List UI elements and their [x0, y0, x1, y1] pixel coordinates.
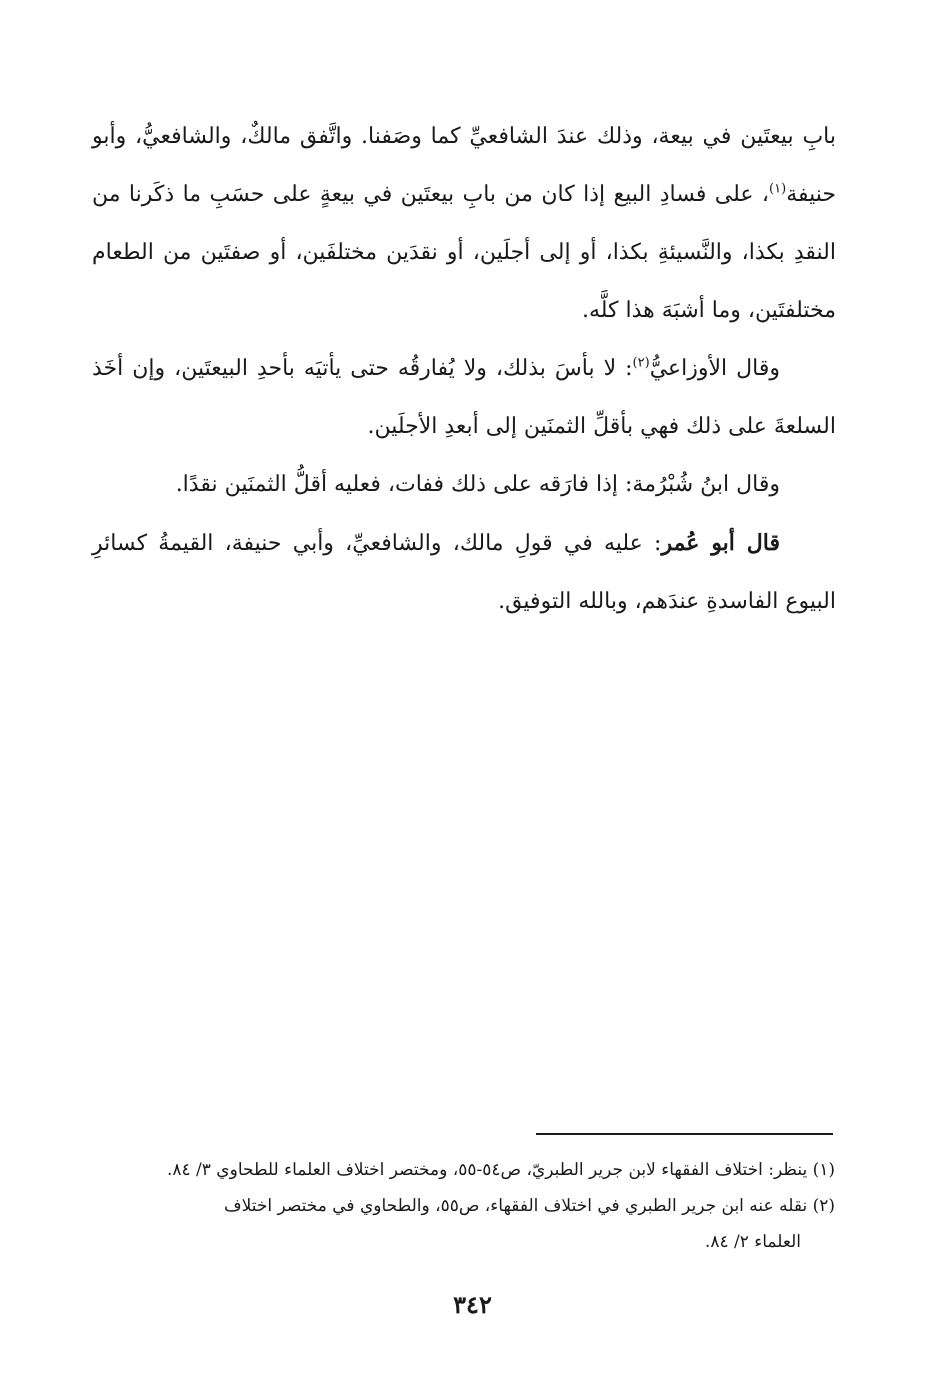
paragraph-1 — [92, 108, 836, 340]
footnotes — [95, 1152, 835, 1260]
paragraph-2 — [92, 340, 836, 456]
paragraph-2-start: وقال الأوزاعيُّ — [649, 356, 780, 381]
footnote-divider — [536, 1133, 833, 1135]
footnote-ref-2[interactable]: (٢) — [632, 355, 650, 371]
footnote-1: (١) ينظر: اختلاف الفقهاء لابن جرير الطبريّ، ص٥٤-٥٥، ومختصر اختلاف العلماء للطحاوي ٣/ ٨٤. — [166, 1160, 835, 1180]
footnote-2-continuation: العلماء ٢/ ٨٤. — [704, 1232, 801, 1252]
paragraph-1-text: بابِ بيعتَين في بيعة، وذلك عندَ الشافعيِّ كما وصَفنا. واتَّفق مالكٌ، والشافعيُّ، وأبو حنيفة — [92, 124, 836, 207]
footnote-2: (٢) نقله عنه ابن جرير الطبري في اختلاف الفقهاء، ص٥٥، والطحاوي في مختصر اختلاف — [223, 1196, 835, 1216]
page-number: ٣٤٢ — [453, 1290, 492, 1319]
paragraph-1-continuation: ، على فسادِ البيع إذا كان من بابِ بيعتَين في بيعةٍ على حسَبِ ما ذكَرنا من النقدِ بكذا، والنَّسيئةِ بكذا، أو إلى أجلَين، أو نقدَين مختلفَين، أو صفتَين من الطعام مختلفتَين، وما أشبَهَ هذا كلَّه. — [92, 182, 836, 323]
author-label: قال أبو عُمر — [661, 530, 781, 556]
paragraph-4-continuation: : عليه في قولِ مالك، والشافعيِّ، وأبي حنيفة، القيمةُ كسائرِ البيوع الفاسدةِ عندَهم، وبالله التوفيق. — [92, 531, 836, 614]
paragraph-3: وقال ابنُ شُبْرُمة: إذا فارَقه على ذلك ففات، فعليه أقلُّ الثمنَين نقدًا. — [175, 472, 780, 497]
paragraph-2-continuation: : لا بأسَ بذلك، ولا يُفارقُه حتى يأتيَه بأحدِ البيعتَين، وإن أخَذ السلعةَ على ذلك فهي بأقلِّ الثمنَين إلى أبعدِ الأجلَين. — [92, 356, 836, 439]
main-text — [92, 108, 836, 631]
footnote-ref-1[interactable]: (١) — [769, 181, 787, 197]
paragraph-4 — [92, 514, 836, 631]
